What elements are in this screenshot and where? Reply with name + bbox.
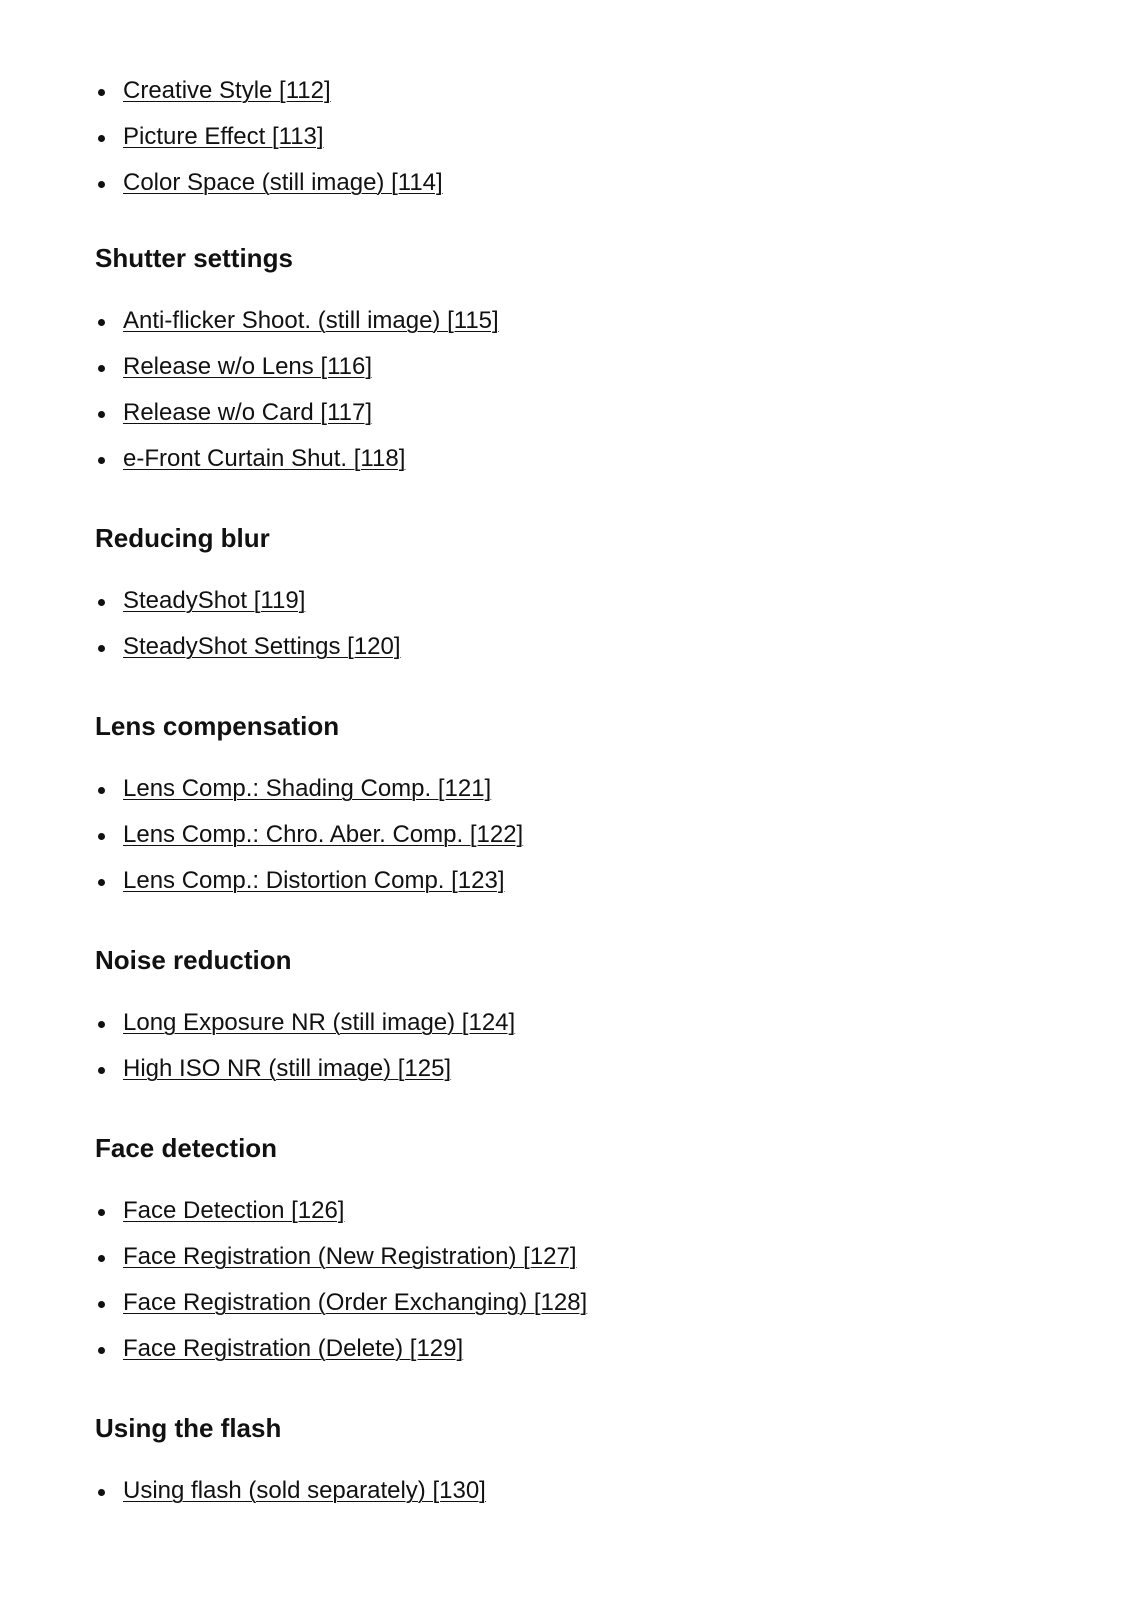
toc-link[interactable]: Face Registration (Order Exchanging) [128]	[123, 1289, 588, 1316]
list-item	[95, 1288, 587, 1334]
toc-link[interactable]: Picture Effect [113]	[123, 123, 324, 150]
section-heading: Face detection	[95, 1133, 278, 1163]
list-item	[95, 1008, 515, 1054]
toc-link[interactable]: SteadyShot Settings [120]	[123, 633, 401, 660]
bullet	[98, 319, 105, 326]
list-item	[95, 168, 443, 214]
section-heading: Using the flash	[95, 1413, 282, 1443]
toc-link[interactable]: Release w/o Lens [116]	[123, 353, 373, 380]
bullet	[98, 181, 105, 188]
list-item	[95, 1054, 515, 1100]
list-item	[95, 820, 523, 866]
toc-link[interactable]: Color Space (still image) [114]	[123, 169, 443, 196]
bullet	[98, 833, 105, 840]
bullet	[98, 89, 105, 96]
toc-link[interactable]: Long Exposure NR (still image) [124]	[123, 1009, 516, 1036]
section-heading: Reducing blur	[95, 523, 270, 553]
toc-link[interactable]: Lens Comp.: Distortion Comp. [123]	[123, 867, 505, 894]
bullet	[98, 1489, 105, 1496]
list-item	[95, 76, 443, 122]
bullet	[98, 879, 105, 886]
link-list	[95, 1196, 587, 1380]
bullet	[98, 457, 105, 464]
toc-link[interactable]: Lens Comp.: Shading Comp. [121]	[123, 775, 492, 802]
bullet	[98, 1255, 105, 1262]
list-item	[95, 632, 401, 678]
toc-link[interactable]: Release w/o Card [117]	[123, 399, 373, 426]
bullet	[98, 411, 105, 418]
list-item	[95, 398, 499, 444]
list-item	[95, 122, 443, 168]
list-item	[95, 1476, 486, 1522]
bullet	[98, 365, 105, 372]
link-list	[95, 1476, 486, 1522]
link-list	[95, 1008, 515, 1100]
toc-link[interactable]: e-Front Curtain Shut. [118]	[123, 445, 406, 472]
list-item	[95, 1242, 587, 1288]
bullet	[98, 1021, 105, 1028]
bullet	[98, 787, 105, 794]
toc-link[interactable]: Using flash (sold separately) [130]	[123, 1477, 486, 1504]
bullet	[98, 1067, 105, 1074]
link-list	[95, 306, 499, 490]
list-item	[95, 586, 401, 632]
list-item	[95, 352, 499, 398]
toc-link[interactable]: Face Registration (Delete) [129]	[123, 1335, 464, 1362]
bullet	[98, 135, 105, 142]
bullet	[98, 1209, 105, 1216]
list-item	[95, 444, 499, 490]
toc-link[interactable]: Face Registration (New Registration) [127]	[123, 1243, 577, 1270]
bullet	[98, 599, 105, 606]
list-item	[95, 306, 499, 352]
toc-link[interactable]: High ISO NR (still image) [125]	[123, 1055, 452, 1082]
toc-link[interactable]: Creative Style [112]	[123, 77, 331, 104]
toc-link[interactable]: Anti-flicker Shoot. (still image) [115]	[123, 307, 499, 334]
section-heading: Lens compensation	[95, 711, 340, 741]
list-item	[95, 774, 523, 820]
toc-link[interactable]: Face Detection [126]	[123, 1197, 345, 1224]
section-heading: Noise reduction	[95, 945, 292, 975]
section-heading: Shutter settings	[95, 243, 293, 273]
link-list	[95, 586, 401, 678]
list-item	[95, 1334, 587, 1380]
toc-link[interactable]: SteadyShot [119]	[123, 587, 306, 614]
link-list	[95, 774, 523, 912]
list-item	[95, 866, 523, 912]
bullet	[98, 1301, 105, 1308]
link-list	[95, 76, 443, 214]
list-item	[95, 1196, 587, 1242]
bullet	[98, 645, 105, 652]
toc-link[interactable]: Lens Comp.: Chro. Aber. Comp. [122]	[123, 821, 524, 848]
bullet	[98, 1347, 105, 1354]
